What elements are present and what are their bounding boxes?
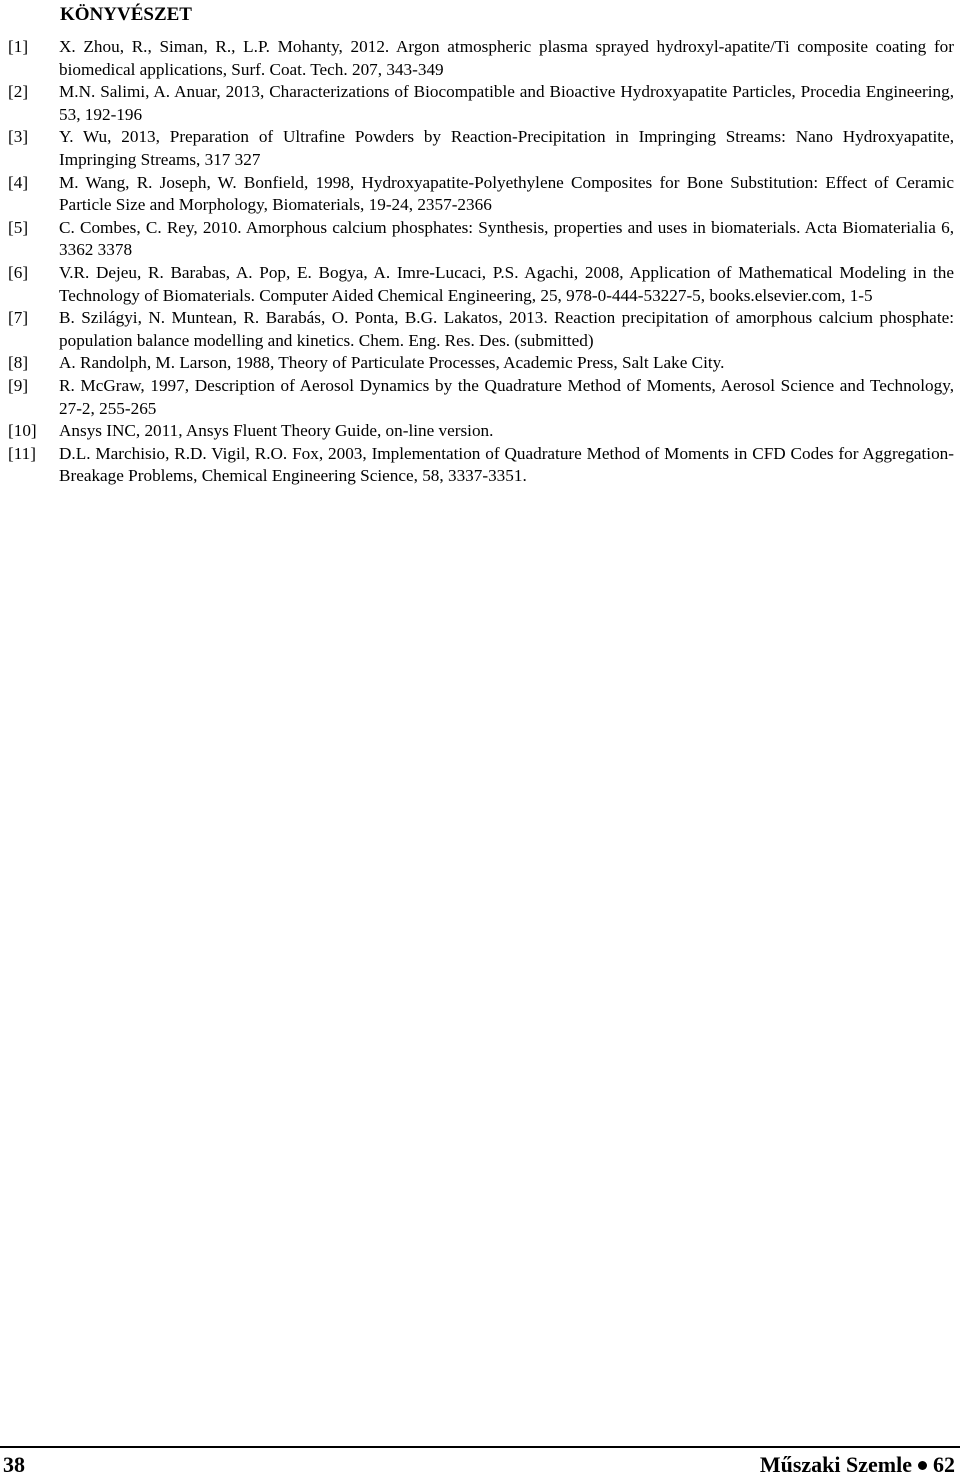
reference-text: A. Randolph, M. Larson, 1988, Theory of Particulate Processes, Academic Press, Salt Lake City. bbox=[59, 353, 725, 373]
reference-number: [6] bbox=[8, 262, 29, 282]
page-number-left: 38 bbox=[3, 1452, 25, 1477]
reference-text: Y. Wu, 2013, Preparation of Ultrafine Powders by Reaction-Precipitation in Impringing Streams: Nano Hydroxyapatite, Impringing Streams, 317 327 bbox=[59, 127, 954, 169]
reference-item bbox=[8, 443, 954, 488]
reference-text: C. Combes, C. Rey, 2010. Amorphous calcium phosphates: Synthesis, properties and uses in biomaterials. Acta Biomaterialia 6, 3362 3378 bbox=[59, 217, 954, 260]
section-heading: KÖNYVÉSZET bbox=[60, 4, 192, 25]
reference-item bbox=[8, 375, 954, 420]
reference-number: [10] bbox=[8, 421, 37, 441]
reference-item bbox=[8, 352, 954, 375]
reference-item bbox=[8, 307, 954, 352]
reference-item bbox=[8, 81, 954, 126]
reference-number: [3] bbox=[8, 127, 29, 147]
reference-text: R. McGraw, 1997, Description of Aerosol Dynamics by the Quadrature Method of Moments, Aerosol Science and Technology, 27-2, 255-265 bbox=[59, 375, 954, 418]
journal-name: Műszaki Szemle bbox=[759, 1452, 912, 1477]
reference-number: [8] bbox=[8, 353, 29, 373]
footer-divider bbox=[0, 1446, 960, 1448]
reference-number: [4] bbox=[8, 172, 29, 192]
bullet-separator bbox=[918, 1461, 927, 1470]
reference-text: M.N. Salimi, A. Anuar, 2013, Characterizations of Biocompatible and Bioactive Hydroxyapatite Particles, Procedia Engineering, 53, 192-196 bbox=[59, 82, 954, 124]
reference-number: [5] bbox=[8, 217, 29, 237]
reference-item bbox=[8, 420, 954, 443]
reference-text: D.L. Marchisio, R.D. Vigil, R.O. Fox, 2003, Implementation of Quadrature Method of Moments in CFD Codes for Aggregation-Breakage Problems, Chemical Engineering Science, 58, 3337-3351. bbox=[59, 443, 954, 486]
reference-text: X. Zhou, R., Siman, R., L.P. Mohanty, 2012. Argon atmospheric plasma sprayed hydroxyl-apatite/Ti composite coating for biomedical applications, Surf. Coat. Tech. 207, 343-349 bbox=[59, 37, 954, 79]
reference-item bbox=[8, 172, 954, 217]
footer-journal-page bbox=[760, 1452, 955, 1478]
reference-text: V.R. Dejeu, R. Barabas, A. Pop, E. Bogya, A. Imre-Lucaci, P.S. Agachi, 2008, Application of Mathematical Modeling in the Technology of Biomaterials. Computer Aided Chemical Engineering, 25, 978-0-444-53227-5, books.elsevier.com, 1-5 bbox=[59, 262, 954, 305]
page-number-right: 62 bbox=[933, 1452, 955, 1477]
reference-number: [7] bbox=[8, 308, 29, 328]
reference-item bbox=[8, 262, 954, 307]
reference-number: [2] bbox=[8, 82, 29, 102]
reference-number: [9] bbox=[8, 375, 29, 395]
reference-text: M. Wang, R. Joseph, W. Bonfield, 1998, Hydroxyapatite-Polyethylene Composites for Bone Substitution: Effect of Ceramic Particle Size and Morphology, Biomaterials, 19-24, 2357-2366 bbox=[59, 172, 954, 215]
reference-item bbox=[8, 217, 954, 262]
reference-number: [11] bbox=[8, 443, 36, 463]
reference-list bbox=[8, 36, 954, 488]
reference-text: B. Szilágyi, N. Muntean, R. Barabás, O. Ponta, B.G. Lakatos, 2013. Reaction precipitation of amorphous calcium phosphate: population balance modelling and kinetics. Chem. Eng. Res. Des. (submitted) bbox=[59, 308, 954, 350]
reference-text: Ansys INC, 2011, Ansys Fluent Theory Guide, on-line version. bbox=[59, 421, 494, 441]
reference-number: [1] bbox=[8, 37, 29, 56]
reference-item bbox=[8, 36, 954, 81]
reference-item bbox=[8, 126, 954, 171]
